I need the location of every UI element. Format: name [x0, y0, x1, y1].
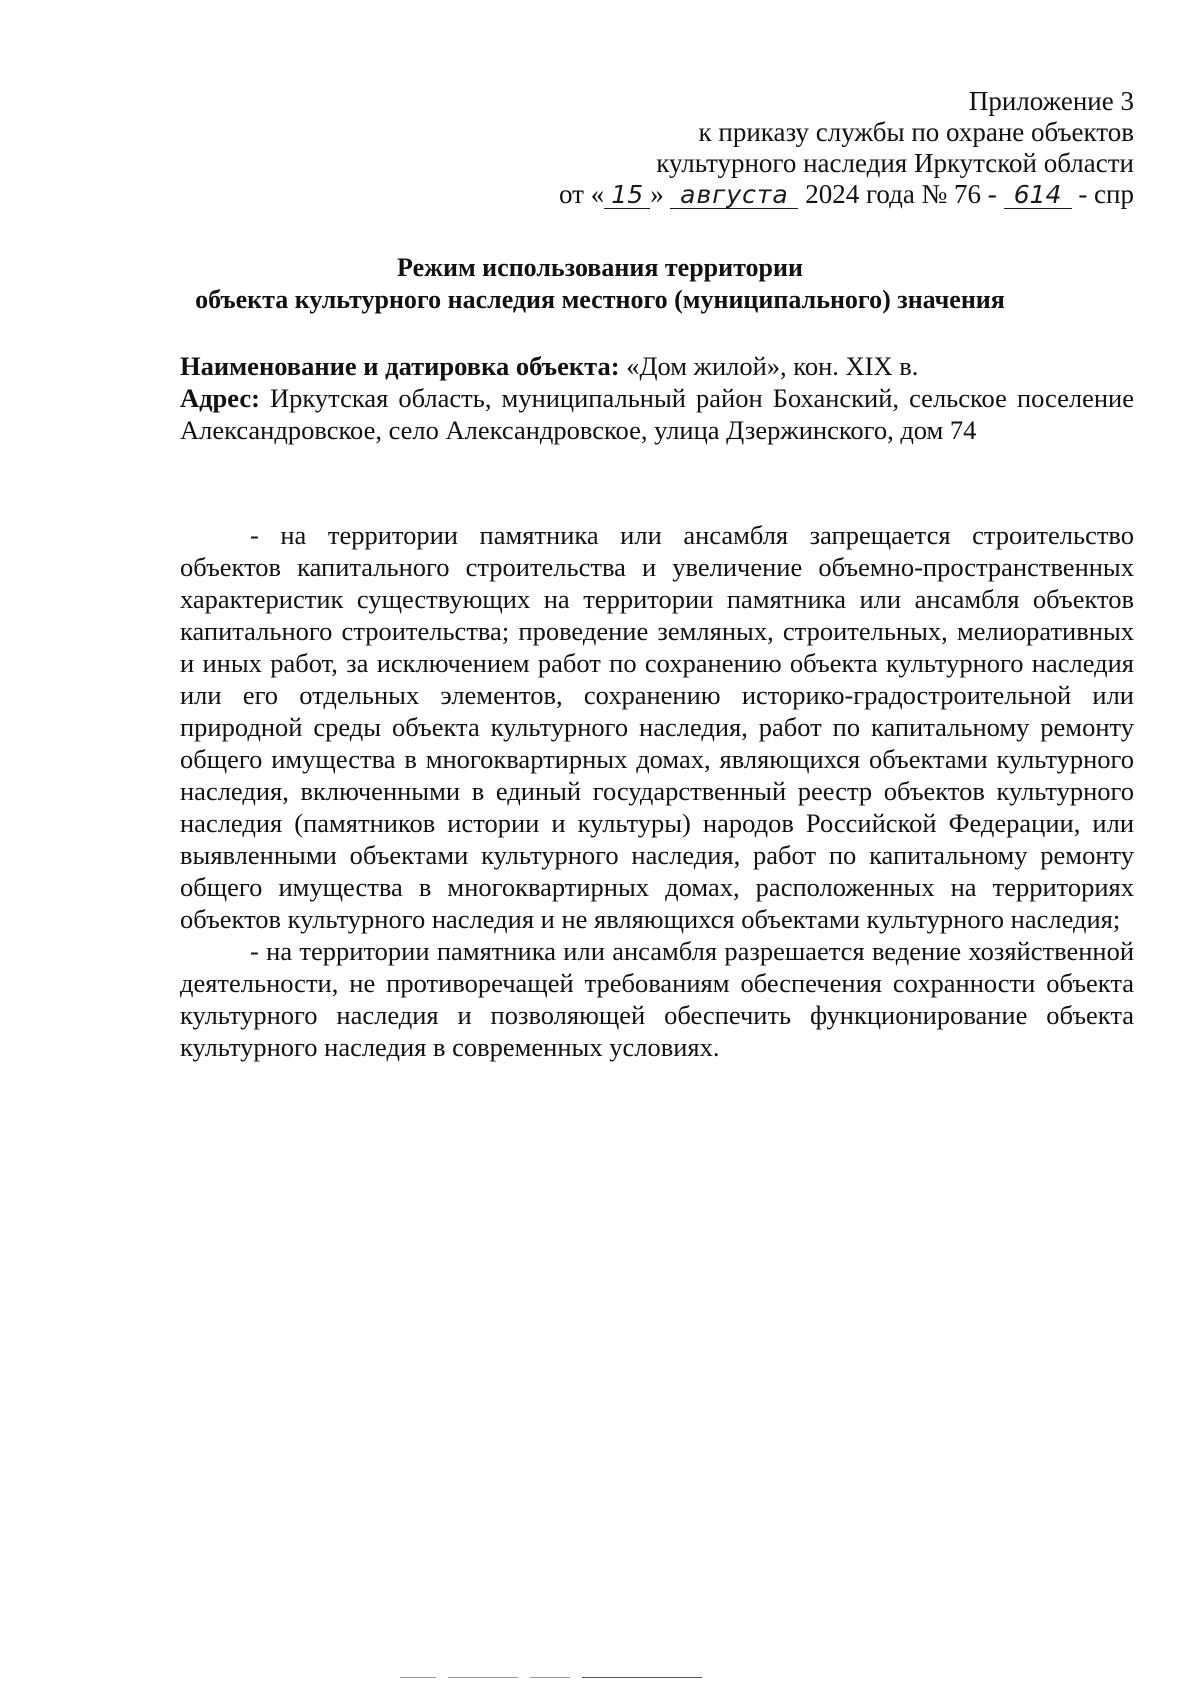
address-value: Иркутская область, муниципальный район Боханский, сельское поселение Александровское, село Александровское, улица Дзержинского, дом 74	[180, 383, 1135, 445]
order-date-line	[559, 179, 1134, 210]
document-title	[0, 252, 1200, 316]
handwritten-day: 15	[604, 181, 650, 209]
appendix-header	[559, 86, 1134, 210]
appendix-number: Приложение 3	[968, 86, 1134, 116]
date-mid: »	[650, 179, 664, 209]
date-suffix: 2024 года № 76 -	[805, 179, 997, 209]
address-label: Адрес:	[180, 383, 260, 413]
issuing-authority: культурного наследия Иркутской области	[656, 148, 1134, 178]
date-prefix: от «	[559, 179, 605, 209]
title-line-2: объекта культурного наследия местного (муниципального) значения	[195, 285, 1005, 314]
handwritten-order-number: 614	[1004, 181, 1072, 209]
scan-artifact	[400, 1676, 720, 1680]
handwritten-month: августа	[670, 181, 798, 209]
rule-prohibition: - на территории памятника или ансамбля запрещается строительство объектов капитального строительства и увеличение объемно-пространственных характеристик существующих на территории памятника или ансамбля объектов капитального строительства; проведение земляных, строительных, мелиоративных и иных работ, за исключением работ по сохранению объекта культурного наследия или его отдельных элементов, сохранению историко-градостроительной или природной среды объекта культурного наследия, работ по капитальному ремонту общего имущества в многоквартирных домах, являющихся объектами культурного наследия, включенными в единый государственный реестр объектов культурного наследия (памятников истории и культуры) народов Российской Федерации, или выявленными объектами культурного наследия, работ по капитальному ремонту общего имущества в многоквартирных домах, расположенных на территориях объектов культурного наследия и не являющихся объектами культурного наследия;	[180, 520, 1134, 934]
object-name-row	[180, 350, 1134, 382]
object-name-label: Наименование и датировка объекта:	[180, 351, 620, 381]
object-address-row	[180, 382, 1134, 446]
number-suffix: - спр	[1078, 179, 1134, 209]
order-reference: к приказу службы по охране объектов	[698, 117, 1134, 147]
object-name-value: «Дом жилой», кон. XIX в.	[626, 351, 919, 381]
rule-permission: - на территории памятника или ансамбля разрешается ведение хозяйственной деятельности, не противоречащей требованиям обеспечения сохранности объекта культурного наследия и позволяющей обеспечить функционирование объекта культурного наследия в современных условиях.	[180, 936, 1134, 1062]
title-line-1: Режим использования территории	[397, 253, 803, 282]
usage-rules	[180, 519, 1134, 1063]
object-info	[180, 350, 1134, 446]
